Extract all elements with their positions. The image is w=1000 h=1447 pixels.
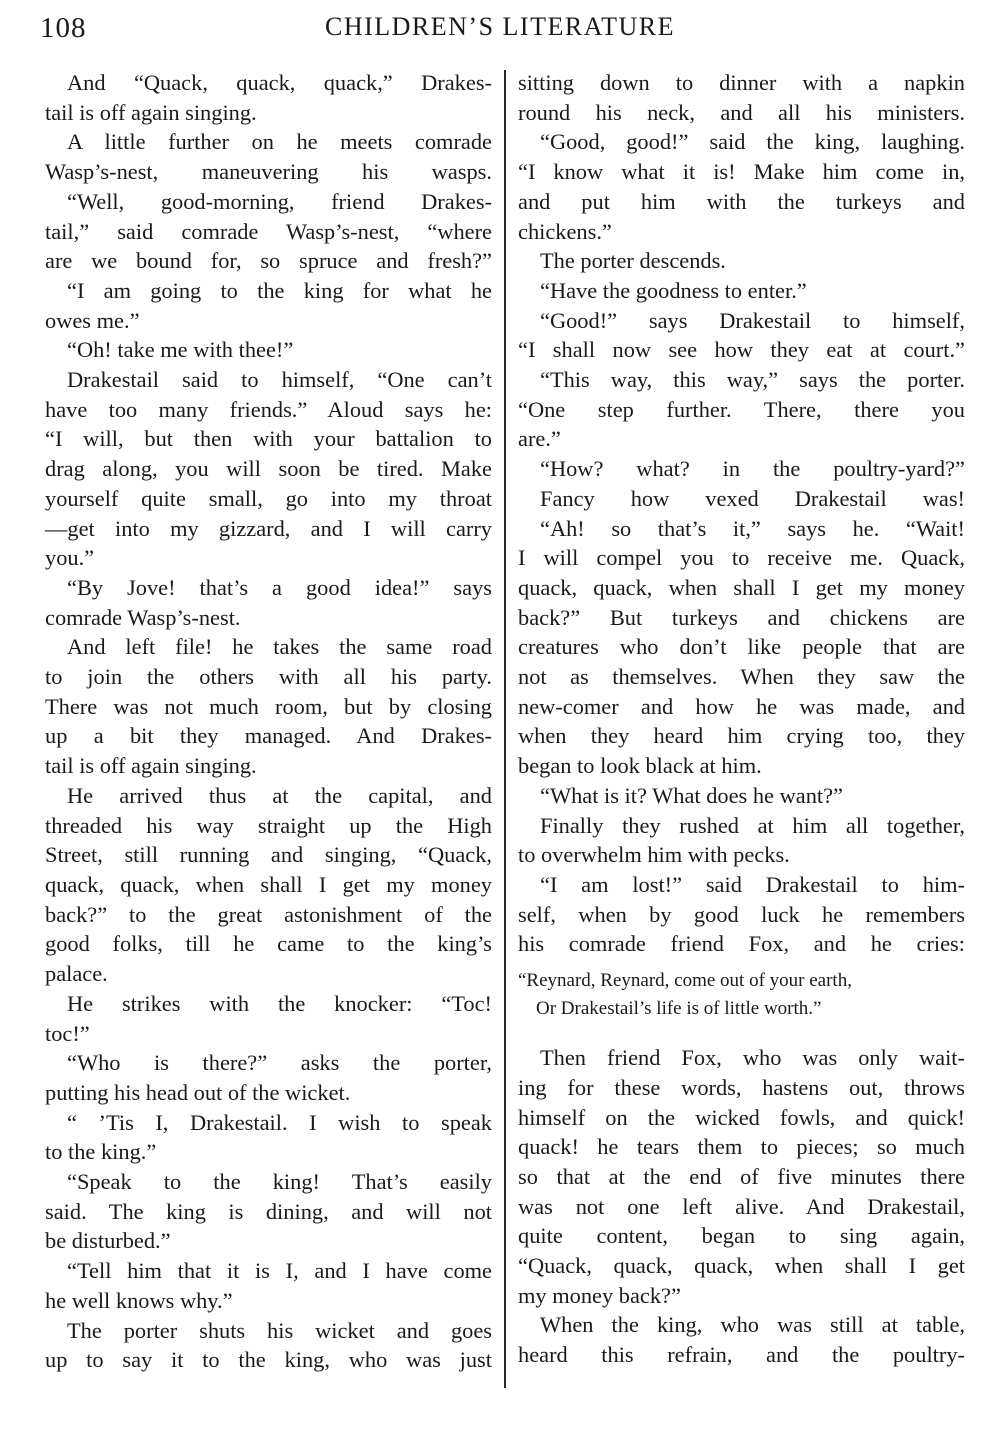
text-line: are.” — [518, 426, 561, 452]
text-line: yourself quite small, go into my throat — [45, 485, 492, 511]
text-line: “I know what it is! Make him come in, — [518, 159, 965, 185]
text-line: Wasp’s-nest, maneuvering his wasps. — [45, 159, 492, 185]
text-line: my money back?” — [518, 1282, 681, 1308]
text-line: Finally they rushed at him all together, — [540, 812, 965, 838]
text-line: Drakestail said to himself, “One can’t — [67, 367, 492, 393]
text-line: himself on the wicked fowls, and quick! — [518, 1104, 965, 1130]
text-line: owes me.” — [45, 307, 140, 333]
text-line: up a bit they managed. And Drakes- — [45, 723, 492, 749]
text-line: There was not much room, but by closing — [45, 693, 492, 719]
text-line: A little further on he meets comrade — [67, 129, 492, 155]
text-line: to overwhelm him with pecks. — [518, 842, 790, 868]
text-line: “Tell him that it is I, and I have come — [67, 1258, 492, 1284]
page-header — [0, 8, 1000, 48]
text-line: “What is it? What does he want?” — [540, 782, 843, 808]
text-line: I will compel you to receive me. Quack, — [518, 545, 965, 571]
text-line: “Speak to the king! That’s easily — [67, 1169, 492, 1195]
text-line: have too many friends.” Aloud says he: — [45, 396, 492, 422]
text-line: “By Jove! that’s a good idea!” says — [67, 574, 492, 600]
text-line: Fancy how vexed Drakestail was! — [540, 485, 965, 511]
text-line: Then friend Fox, who was only wait- — [540, 1045, 965, 1071]
text-line: “I will, but then with your battalion to — [45, 426, 492, 452]
verse-line: “Reynard, Reynard, come out of your earth, — [518, 970, 852, 992]
text-line: “Who is there?” asks the porter, — [67, 1050, 492, 1076]
text-line: “I shall now see how they eat at court.” — [518, 337, 965, 363]
text-line: heard this refrain, and the poultry- — [518, 1342, 965, 1368]
verse-quote — [518, 967, 965, 1023]
text-line: he well knows why.” — [45, 1287, 233, 1313]
text-line: tail is off again singing. — [45, 753, 257, 779]
text-line: self, when by good luck he remembers — [518, 901, 965, 927]
text-line: round his neck, and all his ministers. — [518, 99, 965, 125]
text-line: new-comer and how he was made, and — [518, 693, 965, 719]
text-line: to join the others with all his party. — [45, 664, 492, 690]
text-line: “I am going to the king for what he — [67, 277, 492, 303]
text-line: “Ah! so that’s it,” says he. “Wait! — [540, 515, 965, 541]
page-number: 108 — [40, 12, 87, 44]
text-line: “How? what? in the poultry-yard?” — [540, 456, 965, 482]
text-line: The porter shuts his wicket and goes — [67, 1317, 492, 1343]
text-line: quack, quack, when shall I get my money — [45, 871, 492, 897]
text-line: are we bound for, so spruce and fresh?” — [45, 248, 492, 274]
text-line: And “Quack, quack, quack,” Drakes- — [67, 70, 492, 95]
text-line: tail is off again singing. — [45, 99, 257, 125]
text-line: “Good!” says Drakestail to himself, — [540, 307, 965, 333]
text-line: palace. — [45, 961, 108, 987]
text-line: began to look black at him. — [518, 753, 762, 779]
left-text-column — [45, 68, 492, 1375]
text-line: said. The king is dining, and will not — [45, 1198, 492, 1224]
text-line: not as themselves. When they saw the — [518, 664, 965, 690]
text-line: quite content, began to sing again, — [518, 1223, 965, 1249]
text-line: was not one left alive. And Drakestail, — [518, 1193, 965, 1219]
text-line: so that at the end of five minutes there — [518, 1163, 965, 1189]
right-column-bottom-text — [518, 1043, 965, 1370]
text-line: “Well, good-morning, friend Drakes- — [67, 188, 492, 214]
text-line: “One step further. There, there you — [518, 396, 965, 422]
text-line: “This way, this way,” says the porter. — [540, 367, 965, 393]
right-column-top-text — [518, 68, 965, 959]
text-line: and put him with the turkeys and — [518, 188, 965, 214]
text-line: He arrived thus at the capital, and — [67, 782, 492, 808]
running-head: CHILDREN’S LITERATURE — [325, 12, 675, 41]
verse-line: Or Drakestail’s life is of little worth.” — [536, 998, 822, 1020]
text-line: when they heard him crying too, they — [518, 723, 965, 749]
text-line: his comrade friend Fox, and he cries: — [518, 931, 965, 957]
text-line: comrade Wasp’s-nest. — [45, 604, 241, 630]
text-line: tail,” said comrade Wasp’s-nest, “where — [45, 218, 492, 244]
text-line: back?” to the great astonishment of the — [45, 901, 492, 927]
text-line: “Good, good!” said the king, laughing. — [540, 129, 965, 155]
text-line: be disturbed.” — [45, 1228, 171, 1254]
text-line: “ ’Tis I, Drakestail. I wish to speak — [67, 1109, 492, 1135]
text-line: putting his head out of the wicket. — [45, 1079, 351, 1105]
text-line: “I am lost!” said Drakestail to him- — [540, 871, 965, 897]
text-line: you.” — [45, 545, 95, 571]
text-line: When the king, who was still at table, — [540, 1312, 965, 1338]
text-line: “Have the goodness to enter.” — [540, 277, 807, 303]
text-line: creatures who don’t like people that are — [518, 634, 965, 660]
text-line: ing for these words, hastens out, throws — [518, 1074, 965, 1100]
text-line: quack! he tears them to pieces; so much — [518, 1134, 965, 1160]
text-line: to the king.” — [45, 1139, 157, 1165]
right-text-column — [518, 68, 965, 1370]
text-line: toc!” — [45, 1020, 90, 1046]
text-line: He strikes with the knocker: “Toc! — [67, 990, 492, 1016]
text-line: And left file! he takes the same road — [67, 634, 492, 660]
text-line: “Oh! take me with thee!” — [67, 337, 294, 363]
text-line: sitting down to dinner with a napkin — [518, 70, 965, 95]
text-line: quack, quack, when shall I get my money — [518, 574, 965, 600]
text-line: chickens.” — [518, 218, 612, 244]
text-line: —get into my gizzard, and I will carry — [45, 515, 492, 541]
column-divider — [504, 70, 506, 1388]
text-line: back?” But turkeys and chickens are — [518, 604, 965, 630]
text-line: The porter descends. — [540, 248, 726, 274]
text-line: threaded his way straight up the High — [45, 812, 492, 838]
text-line: Street, still running and singing, “Quack, — [45, 842, 492, 868]
text-line: up to say it to the king, who was just — [45, 1347, 492, 1373]
text-line: good folks, till he came to the king’s — [45, 931, 492, 957]
text-line: drag along, you will soon be tired. Make — [45, 456, 492, 482]
text-line: “Quack, quack, quack, when shall I get — [518, 1253, 965, 1279]
